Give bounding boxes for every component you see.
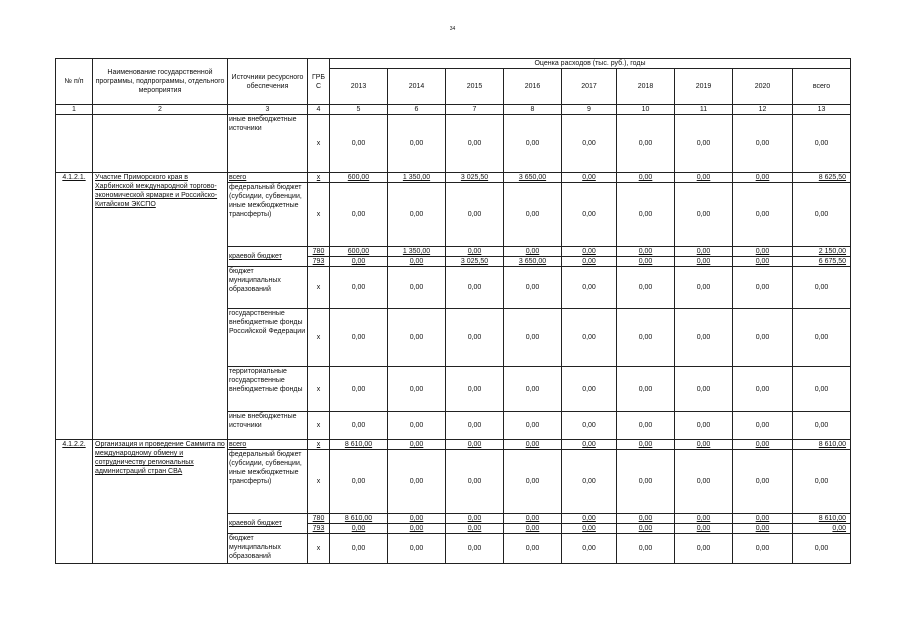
header-year: 2019 (675, 69, 733, 105)
value-cell: 0,00 (504, 440, 562, 450)
value-cell: 0,00 (446, 450, 504, 514)
value-cell: 0,00 (504, 247, 562, 257)
value-cell: 0,00 (733, 173, 793, 183)
value-cell: 3 650,00 (504, 173, 562, 183)
grbs-x-mark: x (308, 115, 330, 173)
value-cell: 0,00 (675, 257, 733, 267)
grbs-code: 780 (308, 514, 330, 524)
item-name: Участие Приморского края в Харбинской международной торгово-экономической ярмарке и Российско-Китайском ЭКСПО (93, 173, 228, 440)
grbs-code: 793 (308, 524, 330, 534)
value-cell: 0,00 (675, 450, 733, 514)
value-cell: 0,00 (504, 367, 562, 412)
value-cell: 0,00 (504, 524, 562, 534)
source-label: территориальные государственные внебюджетные фонды (228, 367, 308, 412)
column-number: 10 (617, 105, 675, 115)
value-cell: 0,00 (733, 367, 793, 412)
column-number: 6 (388, 105, 446, 115)
item-number: 4.1.2.2. (56, 440, 93, 564)
value-cell: 0,00 (733, 247, 793, 257)
grbs-x-mark: x (308, 534, 330, 564)
value-cell: 3 025,50 (446, 257, 504, 267)
header-year: 2016 (504, 69, 562, 105)
column-number: 8 (504, 105, 562, 115)
value-cell: 0,00 (675, 173, 733, 183)
value-cell: 0,00 (793, 524, 851, 534)
source-label: всего (228, 440, 308, 450)
value-cell: 0,00 (675, 524, 733, 534)
value-cell: 0,00 (446, 524, 504, 534)
value-cell: 1 350,00 (388, 173, 446, 183)
value-cell: 0,00 (675, 183, 733, 247)
grbs-x-mark: x (308, 173, 330, 183)
value-cell: 0,00 (562, 524, 617, 534)
value-cell: 8 610,00 (793, 514, 851, 524)
header-row-1 (56, 59, 851, 69)
value-cell: 0,00 (617, 440, 675, 450)
table-row (56, 173, 851, 183)
table-row (56, 440, 851, 450)
value-cell: 0,00 (733, 514, 793, 524)
value-cell: 0,00 (562, 534, 617, 564)
value-cell: 0,00 (388, 524, 446, 534)
header-estimate: Оценка расходов (тыс. руб.), годы (330, 59, 851, 69)
header-num: № п/п (56, 59, 93, 105)
value-cell: 0,00 (617, 367, 675, 412)
column-number: 4 (308, 105, 330, 115)
value-cell: 0,00 (617, 309, 675, 367)
value-cell: 0,00 (504, 115, 562, 173)
header-year: 2017 (562, 69, 617, 105)
value-cell: 0,00 (675, 309, 733, 367)
value-cell: 3 650,00 (504, 257, 562, 267)
grbs-code: 793 (308, 257, 330, 267)
value-cell: 0,00 (388, 183, 446, 247)
item-name-cell (93, 115, 228, 173)
value-cell: 0,00 (733, 309, 793, 367)
header-source: Источники ресурсного обеспечения (228, 59, 308, 105)
column-number: 1 (56, 105, 93, 115)
source-label: краевой бюджет (228, 514, 308, 534)
grbs-x-mark: x (308, 440, 330, 450)
value-cell: 0,00 (562, 257, 617, 267)
value-cell: 8 610,00 (330, 440, 388, 450)
value-cell: 0,00 (733, 257, 793, 267)
value-cell: 0,00 (562, 412, 617, 440)
value-cell: 0,00 (388, 309, 446, 367)
value-cell: 0,00 (617, 115, 675, 173)
value-cell: 0,00 (330, 450, 388, 514)
source-label: иные внебюджетные источники (228, 115, 308, 173)
value-cell: 0,00 (793, 367, 851, 412)
value-cell: 0,00 (446, 367, 504, 412)
value-cell: 0,00 (330, 534, 388, 564)
value-cell: 2 150,00 (793, 247, 851, 257)
header-year: 2015 (446, 69, 504, 105)
value-cell: 0,00 (675, 514, 733, 524)
value-cell: 0,00 (446, 514, 504, 524)
value-cell: 0,00 (446, 440, 504, 450)
value-cell: 0,00 (617, 183, 675, 247)
value-cell: 0,00 (675, 247, 733, 257)
item-number: 4.1.2.1. (56, 173, 93, 440)
value-cell: 0,00 (733, 450, 793, 514)
header-grbs: ГРБ С (308, 59, 330, 105)
column-number: 2 (93, 105, 228, 115)
value-cell: 0,00 (617, 173, 675, 183)
value-cell: 0,00 (675, 534, 733, 564)
value-cell: 0,00 (562, 115, 617, 173)
header-name: Наименование государственной программы, подпрограммы, отдельного мероприятия (93, 59, 228, 105)
source-label: бюджет муниципальных образований (228, 534, 308, 564)
source-label: краевой бюджет (228, 247, 308, 267)
source-label: всего (228, 173, 308, 183)
value-cell: 0,00 (446, 534, 504, 564)
value-cell: 600,00 (330, 247, 388, 257)
value-cell: 0,00 (733, 440, 793, 450)
table-row (56, 115, 851, 173)
value-cell: 0,00 (446, 183, 504, 247)
value-cell: 0,00 (562, 267, 617, 309)
value-cell: 0,00 (388, 115, 446, 173)
value-cell: 0,00 (617, 247, 675, 257)
value-cell: 0,00 (388, 257, 446, 267)
value-cell: 8 610,00 (793, 440, 851, 450)
value-cell: 0,00 (330, 412, 388, 440)
value-cell: 8 625,50 (793, 173, 851, 183)
value-cell: 0,00 (504, 267, 562, 309)
column-number: 7 (446, 105, 504, 115)
value-cell: 0,00 (562, 309, 617, 367)
value-cell: 0,00 (388, 450, 446, 514)
value-cell: 0,00 (793, 267, 851, 309)
value-cell: 0,00 (562, 440, 617, 450)
value-cell: 0,00 (793, 412, 851, 440)
value-cell: 0,00 (388, 412, 446, 440)
value-cell: 0,00 (446, 115, 504, 173)
value-cell: 0,00 (446, 267, 504, 309)
column-numbers-row (56, 105, 851, 115)
source-label: государственные внебюджетные фонды Российской Федерации (228, 309, 308, 367)
value-cell: 0,00 (617, 534, 675, 564)
item-num-cell (56, 115, 93, 173)
value-cell: 0,00 (675, 115, 733, 173)
grbs-x-mark: x (308, 450, 330, 514)
value-cell: 0,00 (330, 309, 388, 367)
value-cell: 0,00 (504, 514, 562, 524)
value-cell: 1 350,00 (388, 247, 446, 257)
value-cell: 0,00 (733, 534, 793, 564)
grbs-code: 780 (308, 247, 330, 257)
column-number: 11 (675, 105, 733, 115)
value-cell: 0,00 (504, 450, 562, 514)
column-number: 3 (228, 105, 308, 115)
value-cell: 0,00 (446, 309, 504, 367)
value-cell: 0,00 (504, 309, 562, 367)
value-cell: 0,00 (675, 267, 733, 309)
value-cell: 6 675,50 (793, 257, 851, 267)
value-cell: 0,00 (617, 450, 675, 514)
grbs-x-mark: x (308, 367, 330, 412)
value-cell: 0,00 (617, 412, 675, 440)
value-cell: 0,00 (504, 183, 562, 247)
value-cell: 0,00 (675, 440, 733, 450)
source-label: федеральный бюджет (субсидии, субвенции, иные межбюджетные трансферты) (228, 450, 308, 514)
source-label: бюджет муниципальных образований (228, 267, 308, 309)
value-cell: 0,00 (562, 173, 617, 183)
value-cell: 0,00 (330, 367, 388, 412)
value-cell: 0,00 (562, 247, 617, 257)
value-cell: 0,00 (562, 450, 617, 514)
value-cell: 0,00 (617, 267, 675, 309)
value-cell: 0,00 (388, 514, 446, 524)
value-cell: 0,00 (617, 257, 675, 267)
value-cell: 3 025,50 (446, 173, 504, 183)
value-cell: 0,00 (330, 267, 388, 309)
value-cell: 0,00 (793, 183, 851, 247)
value-cell: 0,00 (562, 183, 617, 247)
value-cell: 0,00 (562, 514, 617, 524)
value-cell: 0,00 (446, 412, 504, 440)
value-cell: 0,00 (617, 514, 675, 524)
source-label: федеральный бюджет (субсидии, субвенции, иные межбюджетные трансферты) (228, 183, 308, 247)
value-cell: 0,00 (733, 183, 793, 247)
value-cell: 0,00 (793, 534, 851, 564)
item-name: Организация и проведение Саммита по международному обмену и сотрудничеству региональных администраций стран СВА (93, 440, 228, 564)
column-number: 13 (793, 105, 851, 115)
value-cell: 0,00 (675, 367, 733, 412)
value-cell: 0,00 (330, 524, 388, 534)
value-cell: 0,00 (330, 183, 388, 247)
value-cell: 0,00 (330, 115, 388, 173)
value-cell: 0,00 (675, 412, 733, 440)
value-cell: 0,00 (388, 367, 446, 412)
page-number: 34 (449, 26, 456, 32)
value-cell: 0,00 (793, 309, 851, 367)
value-cell: 0,00 (504, 534, 562, 564)
header-year: 2018 (617, 69, 675, 105)
header-year: 2020 (733, 69, 793, 105)
column-number: 12 (733, 105, 793, 115)
value-cell: 0,00 (388, 267, 446, 309)
header-year: 2014 (388, 69, 446, 105)
grbs-x-mark: x (308, 412, 330, 440)
value-cell: 0,00 (504, 412, 562, 440)
header-year: всего (793, 69, 851, 105)
value-cell: 0,00 (733, 267, 793, 309)
value-cell: 0,00 (617, 524, 675, 534)
value-cell: 0,00 (330, 257, 388, 267)
value-cell: 0,00 (388, 440, 446, 450)
value-cell: 0,00 (793, 115, 851, 173)
value-cell: 0,00 (388, 534, 446, 564)
expense-table (55, 58, 851, 564)
column-number: 9 (562, 105, 617, 115)
value-cell: 0,00 (733, 412, 793, 440)
header-year: 2013 (330, 69, 388, 105)
grbs-x-mark: x (308, 309, 330, 367)
value-cell: 8 610,00 (330, 514, 388, 524)
grbs-x-mark: x (308, 267, 330, 309)
value-cell: 0,00 (562, 367, 617, 412)
source-label: иные внебюджетные источники (228, 412, 308, 440)
grbs-x-mark: x (308, 183, 330, 247)
value-cell: 0,00 (733, 115, 793, 173)
column-number: 5 (330, 105, 388, 115)
value-cell: 600,00 (330, 173, 388, 183)
value-cell: 0,00 (733, 524, 793, 534)
value-cell: 0,00 (446, 247, 504, 257)
value-cell: 0,00 (793, 450, 851, 514)
